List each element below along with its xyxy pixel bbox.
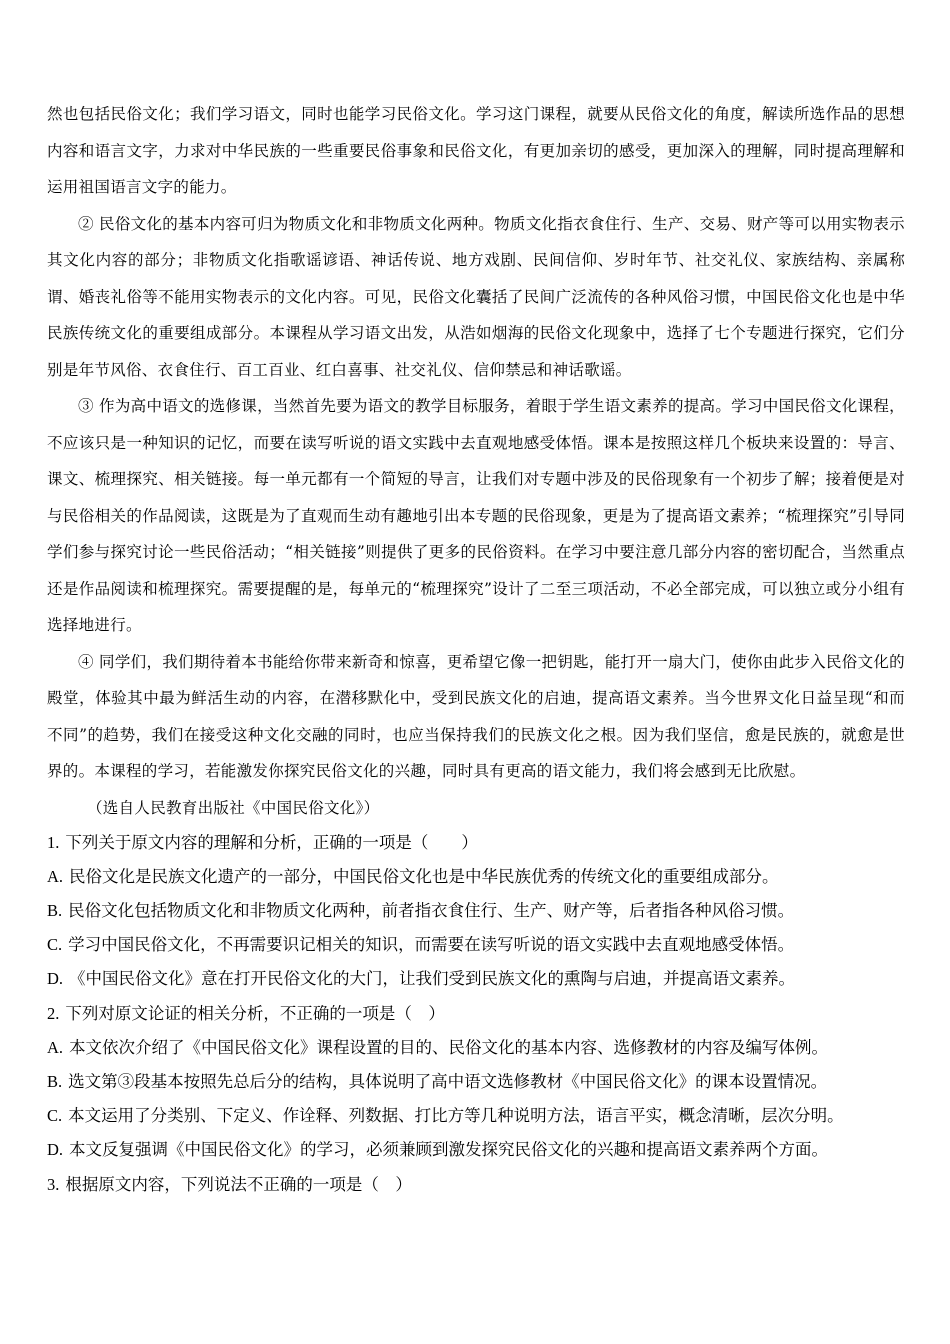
option-letter: C.	[47, 935, 63, 955]
question-1-option-d[interactable]	[47, 962, 905, 996]
question-3-stem	[47, 1168, 905, 1202]
question-1-option-c[interactable]	[47, 928, 905, 962]
option-letter: D.	[47, 969, 64, 989]
passage-paragraph-continued: 然也包括民俗文化；我们学习语文，同时也能学习民俗文化。学习这门课程，就要从民俗文化的角度，解读所选作品的思想内容和语言文字，力求对中华民族的一些重要民俗事象和民俗文化，有更加亲切的感受，更加深入的理解，同时提高理解和运用祖国语言文字的能力。	[47, 105, 905, 196]
option-letter: A.	[47, 866, 64, 886]
passage-paragraph-4: ④ 同学们，我们期待着本书能给你带来新奇和惊喜，更希望它像一把钥匙，能打开一扇大门，使你由此步入民俗文化的殿堂，体验其中最为鲜活生动的内容，在潜移默化中，受到民族文化的启迪，提高语文素养。当今世界文化日益呈现“和而不同”的趋势，我们在接受这种文化交融的同时，也应当保持我们的民族文化之根。因为我们坚信，愈是民族的，就愈是世界的。本课程的学习，若能激发你探究民俗文化的兴趣，同时具有更高的语文能力，我们将会感到无比欣慰。	[47, 652, 905, 780]
question-text: 下列关于原文内容的理解和分析，正确的一项是（ ）	[65, 832, 478, 852]
option-letter: A.	[47, 1037, 64, 1057]
option-text: 选文第③段基本按照先总后分的结构，具体说明了高中语文选修教材《中国民俗文化》的课本设置情况。	[68, 1071, 828, 1091]
passage-paragraph-3: ③ 作为高中语文的选修课，当然首先要为语文的教学目标服务，着眼于学生语文素养的提高。学习中国民俗文化课程，不应该只是一种知识的记忆，而要在读写听说的语文实践中去直观地感受体悟。课本是按照这样几个板块来设置的：导言、课文、梳理探究、相关链接。每一单元都有一个简短的导言，让我们对专题中涉及的民俗现象有一个初步了解；接着便是对与民俗相关的作品阅读，这既是为了直观而生动有趣地引出本专题的民俗现象，更是为了提高语文素养；“梳理探究”引导同学们参与探究讨论一些民俗活动；“相关链接”则提供了更多的民俗资料。在学习中要注意几部分内容的密切配合，当然重点还是作品阅读和梳理探究。需要提醒的是，每单元的“梳理探究”设计了二至三项活动，不必全部完成，可以独立或分小组有选择地进行。	[47, 397, 905, 634]
option-text: 本文运用了分类别、下定义、作诠释、列数据、打比方等几种说明方法，语言平实，概念清晰，层次分明。	[68, 1106, 844, 1126]
question-text: 根据原文内容，下列说法不正确的一项是（ ）	[65, 1174, 412, 1194]
question-1-option-b[interactable]	[47, 894, 905, 928]
document-page	[47, 96, 905, 1202]
option-text: 民俗文化包括物质文化和非物质文化两种，前者指衣食住行、生产、财产等，后者指各种风俗习惯。	[68, 900, 795, 920]
option-text: 本文反复强调《中国民俗文化》的学习，必须兼顾到激发探究民俗文化的兴趣和提高语文素养两个方面。	[69, 1140, 829, 1160]
option-text: 本文依次介绍了《中国民俗文化》课程设置的目的、民俗文化的基本内容、选修教材的内容及编写体例。	[69, 1037, 829, 1057]
option-text: 民俗文化是民族文化遗产的一部分，中国民俗文化也是中华民族优秀的传统文化的重要组成部分。	[69, 866, 779, 886]
option-text: 学习中国民俗文化，不再需要识记相关的知识，而需要在读写听说的语文实践中去直观地感受体悟。	[68, 935, 795, 955]
option-letter: D.	[47, 1140, 64, 1160]
question-number: 2.	[47, 1003, 60, 1023]
question-number: 3.	[47, 1174, 60, 1194]
option-text: 《中国民俗文化》意在打开民俗文化的大门，让我们受到民族文化的熏陶与启迪，并提高语文素养。	[69, 969, 796, 989]
passage-paragraph-2: ② 民俗文化的基本内容可归为物质文化和非物质文化两种。物质文化指衣食住行、生产、交易、财产等可以用实物表示其文化内容的部分；非物质文化指歌谣谚语、神话传说、地方戏剧、民间信仰、岁时年节、社交礼仪、家族结构、亲属称谓、婚丧礼俗等不能用实物表示的文化内容。可见，民俗文化囊括了民间广泛流传的各种风俗习惯，中国民俗文化也是中华民族传统文化的重要组成部分。本课程从学习语文出发，从浩如烟海的民俗文化现象中，选择了七个专题进行探究，它们分别是年节风俗、衣食住行、百工百业、红白喜事、社交礼仪、信仰禁忌和神话歌谣。	[47, 214, 905, 379]
option-letter: C.	[47, 1106, 63, 1126]
option-letter: B.	[47, 900, 63, 920]
passage-source: （选自人民教育出版社《中国民俗文化》）	[87, 798, 380, 817]
question-1-option-a[interactable]	[47, 860, 905, 894]
question-2-option-a[interactable]	[47, 1031, 905, 1065]
question-2-option-d[interactable]	[47, 1133, 905, 1167]
question-2-option-b[interactable]	[47, 1065, 905, 1099]
question-2-stem	[47, 997, 905, 1031]
question-number: 1.	[47, 832, 60, 852]
option-letter: B.	[47, 1071, 63, 1091]
question-2-option-c[interactable]	[47, 1099, 905, 1133]
question-1-stem	[47, 826, 905, 860]
question-text: 下列对原文论证的相关分析，不正确的一项是（ ）	[65, 1003, 445, 1023]
